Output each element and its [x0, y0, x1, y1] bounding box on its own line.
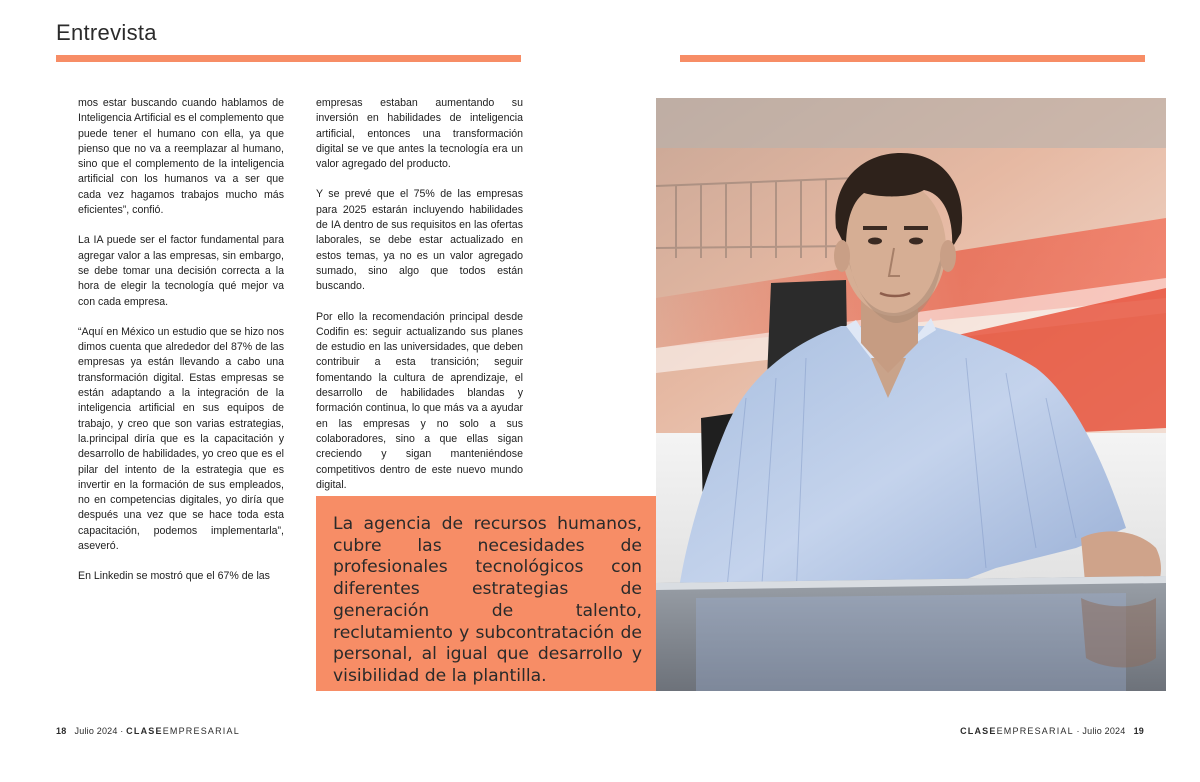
paragraph: empresas estaban aumentando su inversión en habilidades de inteligencia artificial, entonces una transformación digital se ve que antes la tecnología era un valor agregado del producto. [316, 97, 523, 171]
paragraph: Y se prevé que el 75% de las empresas para 2025 estarán incluyendo habilidades de IA dentro de sus requisitos en las ofertas laborales, se debe estar actualizado en estos temas, ya no es un valor agregado sumado, sino algo que todos están buscando. [316, 188, 523, 293]
paragraph: mos estar buscando cuando hablamos de Inteligencia Artificial es el complemento que puede tener el humano con ella, ya que pienso que no va a reemplazar al humano, sino que el complemento de la inteligencia artificial con los humanos va a ser que cada vez hagamos trabajos mucho más eficientes”, confió. [78, 97, 284, 217]
page-number-left: 18 [56, 726, 67, 736]
paragraph: “Aquí en México un estudio que se hizo nos dimos cuenta que alrededor del 87% de las empresas ya están llevando a cabo una transformación digital. Estas empresas se están adaptando a la integración de la inteligencia artificial en sus equipos de trabajo, y creo que son varias estrategias, la.principal diría que es la capacitación y desarrollo de habilidades, yo creo que es el pilar del intento de la estrategia que es invertir en la formación de sus empleados, no en competencias digitales, yo diría que después una vez que se hace toda esta capacitación, podemos implementarla”, aseveró. [78, 325, 284, 553]
brand-name-bold: CLASE [960, 726, 997, 736]
paragraph: La IA puede ser el factor fundamental para agregar valor a las empresas, sin embargo, se debe tomar una decisión correcta a la hora de elegir la tecnología qué mejor va con cada empresa. [78, 234, 284, 308]
accent-rule-left [56, 55, 521, 62]
accent-rule-right [680, 55, 1145, 62]
paragraph: Por ello la recomendación principal desde Codifin es: seguir actualizando sus planes de estudio en las universidades, que deben contribuir a esta transición; seguir fomentando la cultura de aprendizaje, el desarrollo de habilidades blandas y formación continua, lo que más va a ayudar en las empresas y no solo a sus colaboradores, sino a que ellas sigan creciendo y sigan manteniéndose competitivos dentro de este nuevo mundo digital. [316, 310, 523, 491]
pull-quote [316, 496, 656, 691]
footer-left [56, 726, 240, 736]
page-number-right: 19 [1133, 726, 1144, 736]
footer-right [960, 726, 1144, 736]
pull-quote-text: La agencia de recursos humanos, cubre las necesidades de profesionales tecnológicos con diferentes estrategias de generación de talento, reclutamiento y subcontratación de personal, al igual que desarrollo y visibilidad de la plantilla. [333, 514, 642, 686]
paragraph: En Linkedin se mostró que el 67% de las [78, 570, 270, 583]
brand-name-bold: CLASE [126, 726, 163, 736]
interviewee-photo [656, 98, 1166, 691]
footer-date-right: · Julio 2024 [1076, 726, 1126, 736]
footer-date-left: Julio 2024 · [74, 726, 124, 736]
section-title: Entrevista [56, 20, 157, 45]
text-column-2 [316, 96, 523, 508]
brand-name-rest: EMPRESARIAL [162, 726, 240, 736]
brand-name-rest: EMPRESARIAL [996, 726, 1074, 736]
text-column-1 [78, 96, 284, 600]
